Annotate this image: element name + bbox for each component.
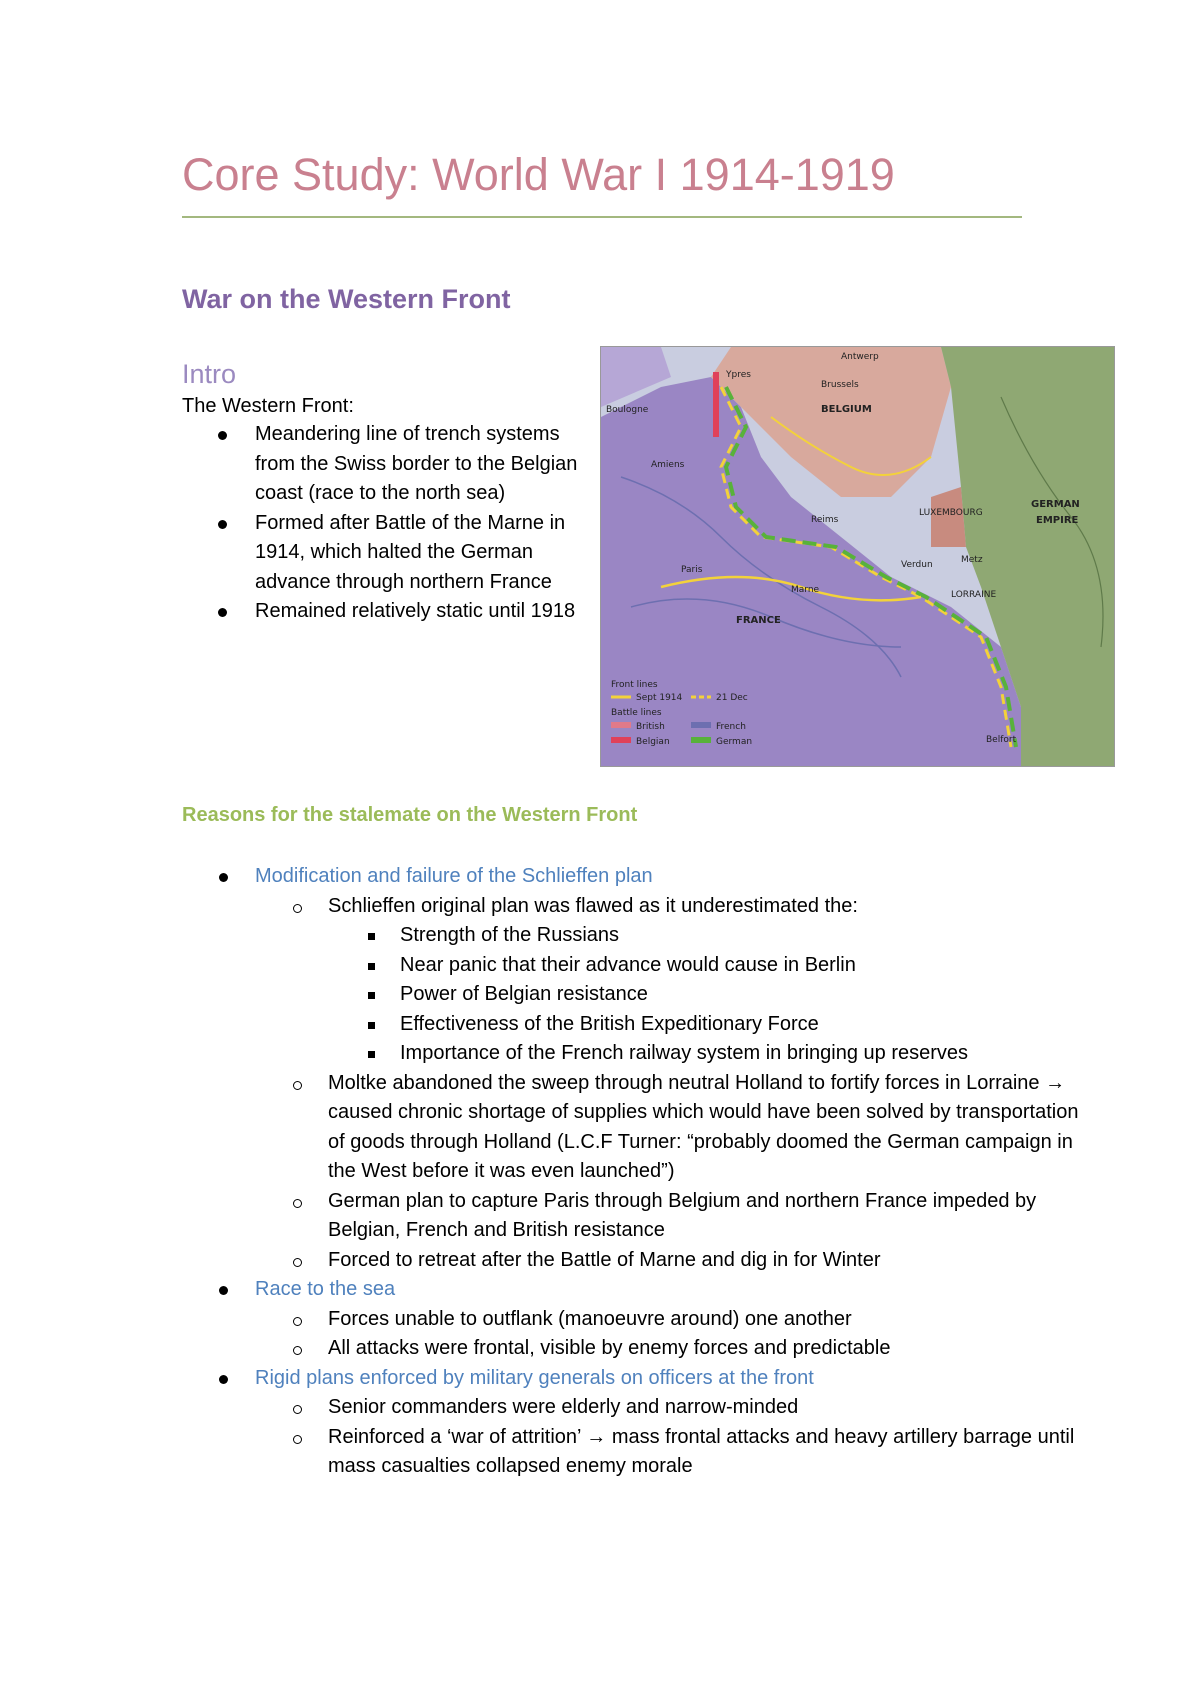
map-label-reims: Reims [811, 515, 839, 525]
svg-text:Battle lines: Battle lines [611, 708, 662, 718]
map-label-amiens: Amiens [651, 460, 685, 470]
reason-subitem: Reinforced a ‘war of attrition’ → mass frontal attacks and heavy artillery barrage until mass casualties collapsed enemy morale [182, 1423, 1082, 1482]
reason-subsubitem: Near panic that their advance would cause in Berlin [182, 951, 1082, 981]
map-label-boulogne: Boulogne [606, 405, 649, 415]
map-label-brussels: Brussels [821, 380, 859, 390]
reason-subitem: Forces unable to outflank (manoeuvre around) one another [182, 1305, 1082, 1335]
intro-bullet-list [210, 420, 590, 627]
intro-lead: The Western Front: [182, 395, 354, 417]
map-label-germany: GERMAN [1031, 499, 1080, 510]
reason-item: Race to the sea [182, 1275, 1082, 1305]
bullet-dot-icon [218, 431, 227, 440]
reason-subitem: Moltke abandoned the sweep through neutral Holland to fortify forces in Lorraine → caused chronic shortage of supplies which would have been solved by transportation of goods through Holland (L.C.F Turner: “probably doomed the German campaign in the West before it was even launched”) [182, 1069, 1082, 1187]
reason-subsubitem: Power of Belgian resistance [182, 980, 1082, 1010]
bullet-dot-icon [218, 520, 227, 529]
map-label-paris: Paris [681, 565, 703, 575]
bullet-dot-icon [219, 1286, 228, 1295]
svg-text:Front lines: Front lines [611, 680, 658, 690]
bullet-square-icon [368, 992, 375, 999]
map-label-france: FRANCE [736, 615, 781, 626]
bullet-circle-icon [293, 1317, 302, 1326]
bullet-dot-icon [219, 873, 228, 882]
intro-bullet: Remained relatively static until 1918 [210, 597, 590, 627]
bullet-circle-icon [293, 1435, 302, 1444]
bullet-square-icon [368, 933, 375, 940]
intro-heading: Intro [182, 359, 237, 389]
svg-text:German: German [716, 737, 753, 747]
bullet-square-icon [368, 1022, 375, 1029]
bullet-circle-icon [293, 1346, 302, 1355]
bullet-circle-icon [293, 1199, 302, 1208]
intro-bullet: Meandering line of trench systems from the Swiss border to the Belgian coast (race to the north sea) [210, 420, 590, 509]
bullet-dot-icon [218, 608, 227, 617]
svg-text:21 Dec: 21 Dec [716, 693, 748, 703]
reason-item: Modification and failure of the Schlieffen plan [182, 862, 1082, 892]
svg-text:French: French [716, 722, 746, 732]
reason-subsubitem: Effectiveness of the British Expeditionary Force [182, 1010, 1082, 1040]
bullet-circle-icon [293, 1258, 302, 1267]
reason-subsubitem: Importance of the French railway system in bringing up reserves [182, 1039, 1082, 1069]
bullet-square-icon [368, 963, 375, 970]
map-label-verdun: Verdun [901, 560, 933, 570]
map-label-marne: Marne [791, 585, 820, 595]
reason-subsubitem: Strength of the Russians [182, 921, 1082, 951]
svg-text:British: British [636, 722, 665, 732]
map-label-lorraine: LORRAINE [951, 590, 997, 600]
bullet-dot-icon [219, 1375, 228, 1384]
map-label-antwerp: Antwerp [841, 352, 879, 362]
map-label-ypres: Ypres [726, 370, 751, 380]
section-heading: War on the Western Front [182, 284, 511, 314]
intro-bullet: Formed after Battle of the Marne in 1914, which halted the German advance through northern France [210, 509, 590, 598]
bullet-circle-icon [293, 1081, 302, 1090]
reasons-list [182, 862, 1082, 1482]
map-label-germany-2: EMPIRE [1036, 515, 1079, 526]
map-label-belfort: Belfort [986, 735, 1017, 745]
reason-subitem: Forced to retreat after the Battle of Marne and dig in for Winter [182, 1246, 1082, 1276]
bullet-square-icon [368, 1051, 375, 1058]
map-image [601, 347, 1115, 767]
reason-subitem: German plan to capture Paris through Belgium and northern France impeded by Belgian, French and British resistance [182, 1187, 1082, 1246]
western-front-map [600, 346, 1115, 767]
svg-text:Belgian: Belgian [636, 737, 670, 747]
title-divider [182, 216, 1022, 218]
page-title: Core Study: World War I 1914-1919 [182, 149, 895, 200]
map-label-luxembourg: LUXEMBOURG [919, 508, 983, 518]
reason-subitem: All attacks were frontal, visible by enemy forces and predictable [182, 1334, 1082, 1364]
bullet-circle-icon [293, 1405, 302, 1414]
map-label-metz: Metz [961, 555, 983, 565]
bullet-circle-icon [293, 904, 302, 913]
reason-subitem: Schlieffen original plan was flawed as it underestimated the: [182, 892, 1082, 922]
map-label-belgium: BELGIUM [821, 404, 872, 415]
reasons-heading: Reasons for the stalemate on the Western Front [182, 804, 638, 826]
reason-item: Rigid plans enforced by military generals on officers at the front [182, 1364, 1082, 1394]
reason-subitem: Senior commanders were elderly and narrow-minded [182, 1393, 1082, 1423]
svg-text:Sept 1914: Sept 1914 [636, 693, 683, 703]
